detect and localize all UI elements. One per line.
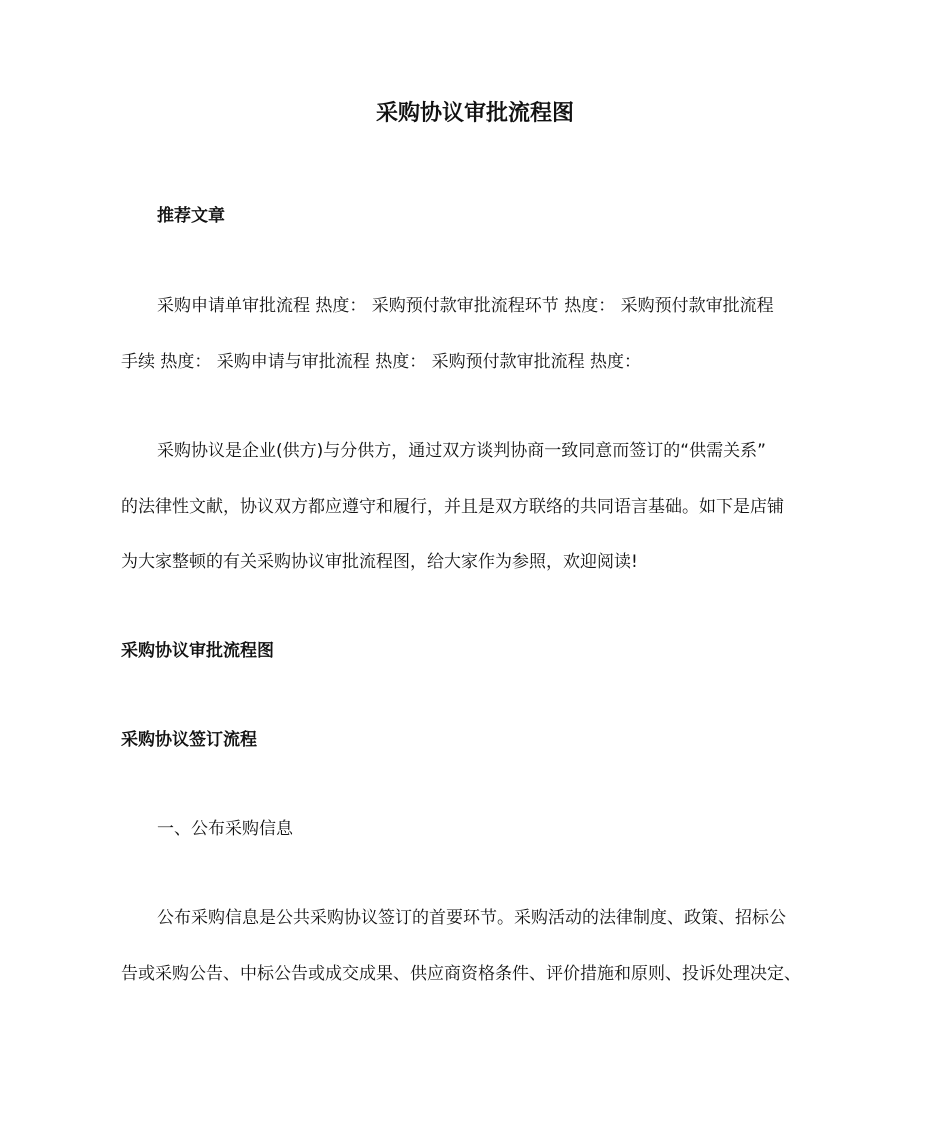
recommended-articles-heading: 推荐文章 — [157, 206, 225, 226]
intro-paragraph-line-1: 采购协议是企业(供方)与分供方，通过双方谈判协商一致同意而签订的“供需关系” — [157, 441, 766, 461]
section-heading-flowchart: 采购协议审批流程图 — [121, 641, 274, 661]
step-1-paragraph-line-1: 公布采购信息是公共采购协议签订的首要环节。采购活动的法律制度、政策、招标公 — [157, 908, 786, 928]
section-heading-signing-process: 采购协议签订流程 — [121, 730, 257, 750]
recommended-articles-line-1[interactable]: 采购申请单审批流程 热度： 采购预付款审批流程环节 热度： 采购预付款审批流程 — [157, 296, 774, 316]
document-title: 采购协议审批流程图 — [375, 101, 574, 126]
step-1-heading: 一、公布采购信息 — [157, 819, 293, 839]
intro-paragraph-line-3: 为大家整顿的有关采购协议审批流程图，给大家作为参照，欢迎阅读! — [121, 552, 638, 572]
intro-paragraph-line-2: 的法律性文献，协议双方都应遵守和履行，并且是双方联络的共同语言基础。如下是店铺 — [121, 497, 784, 517]
recommended-articles-line-2[interactable]: 手续 热度： 采购申请与审批流程 热度： 采购预付款审批流程 热度： — [121, 352, 642, 372]
step-1-paragraph-line-2: 告或采购公告、中标公告或成交成果、供应商资格条件、评价措施和原则、投诉处理决定、 — [121, 964, 801, 984]
